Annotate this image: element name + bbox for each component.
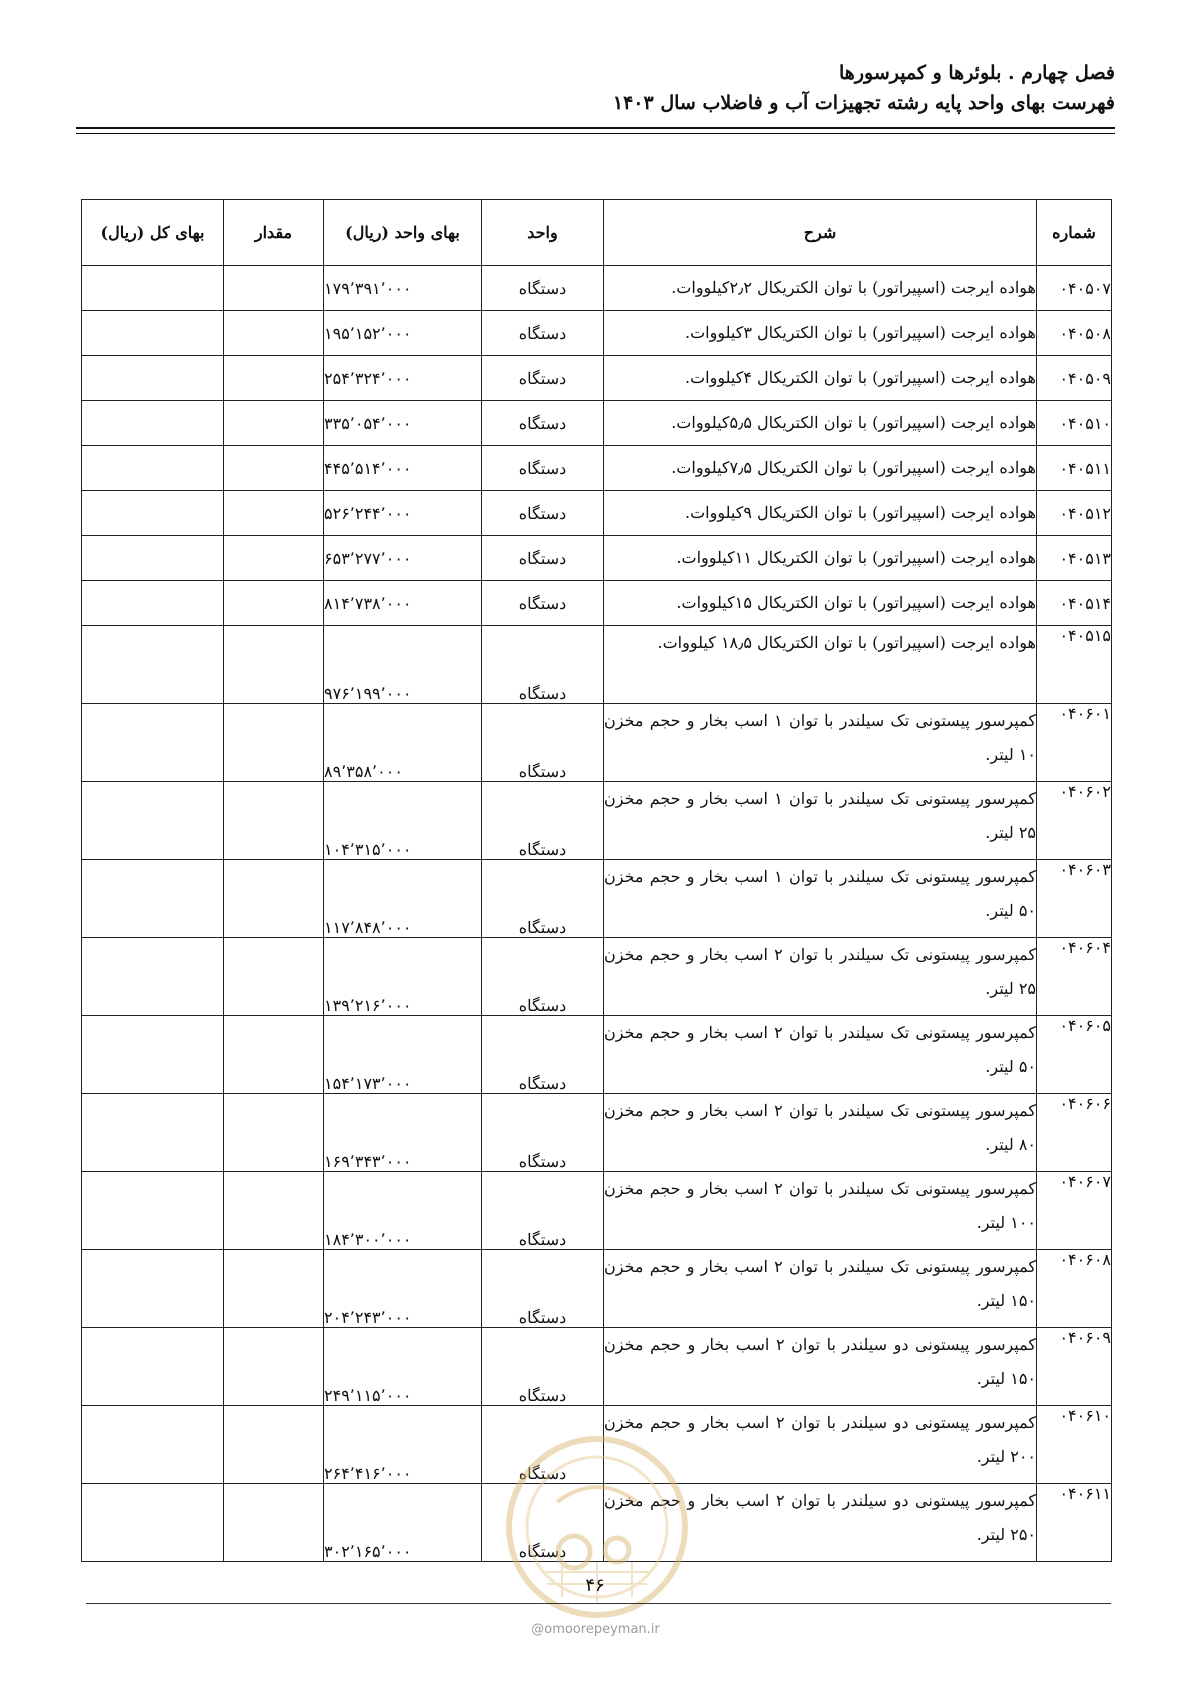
item-code: ۰۴۰۵۱۵: [1037, 626, 1112, 704]
item-quantity: [224, 1328, 324, 1406]
table-row: [82, 581, 1112, 626]
item-unit: دستگاه: [482, 704, 604, 782]
table-row: [82, 1328, 1112, 1406]
item-quantity: [224, 446, 324, 491]
header-total-price: بهای کل (ریال): [82, 200, 224, 266]
item-description: هواده ایرجت (اسپیراتور) با توان الکتریکال ۳کیلووات.: [604, 311, 1037, 356]
item-total-price: [82, 938, 224, 1016]
item-unit: دستگاه: [482, 356, 604, 401]
item-unit-price: ۶۵۳٬۲۷۷٬۰۰۰: [324, 536, 482, 581]
chapter-title: فصل چهارم . بلوئرها و کمپرسورها: [839, 62, 1115, 84]
item-quantity: [224, 782, 324, 860]
item-unit-price: ۲۰۴٬۲۴۳٬۰۰۰: [324, 1250, 482, 1328]
item-code: ۰۴۰۶۰۶: [1037, 1094, 1112, 1172]
table-row: [82, 446, 1112, 491]
item-total-price: [82, 581, 224, 626]
table-row: [82, 938, 1112, 1016]
item-unit-price: ۲۴۹٬۱۱۵٬۰۰۰: [324, 1328, 482, 1406]
item-total-price: [82, 1172, 224, 1250]
item-description: کمپرسور پیستونی تک سیلندر با توان ۲ اسب بخار و حجم مخزن ۱۰۰ لیتر.: [604, 1172, 1037, 1250]
table-header-row: [82, 200, 1112, 266]
item-total-price: [82, 491, 224, 536]
header-code: شماره: [1037, 200, 1112, 266]
item-unit: دستگاه: [482, 626, 604, 704]
item-description: هواده ایرجت (اسپیراتور) با توان الکتریکال ۷٫۵کیلووات.: [604, 446, 1037, 491]
item-description: هواده ایرجت (اسپیراتور) با توان الکتریکال ۲٫۲کیلووات.: [604, 266, 1037, 311]
item-quantity: [224, 704, 324, 782]
item-quantity: [224, 581, 324, 626]
item-code: ۰۴۰۵۱۴: [1037, 581, 1112, 626]
item-unit: دستگاه: [482, 401, 604, 446]
item-quantity: [224, 311, 324, 356]
item-description: کمپرسور پیستونی تک سیلندر با توان ۱ اسب بخار و حجم مخزن ۲۵ لیتر.: [604, 782, 1037, 860]
price-table: [81, 199, 1112, 1562]
table-row: [82, 536, 1112, 581]
table-row: [82, 860, 1112, 938]
item-unit: دستگاه: [482, 1328, 604, 1406]
table-row: [82, 626, 1112, 704]
header-rule-thin: [76, 133, 1115, 134]
item-code: ۰۴۰۵۰۷: [1037, 266, 1112, 311]
item-unit: دستگاه: [482, 581, 604, 626]
item-description: هواده ایرجت (اسپیراتور) با توان الکتریکال ۹کیلووات.: [604, 491, 1037, 536]
item-unit: دستگاه: [482, 491, 604, 536]
item-code: ۰۴۰۵۱۱: [1037, 446, 1112, 491]
item-quantity: [224, 401, 324, 446]
item-total-price: [82, 536, 224, 581]
item-description: هواده ایرجت (اسپیراتور) با توان الکتریکال ۱۱کیلووات.: [604, 536, 1037, 581]
item-unit: دستگاه: [482, 1484, 604, 1562]
item-code: ۰۴۰۶۱۰: [1037, 1406, 1112, 1484]
item-unit-price: ۸۱۴٬۷۳۸٬۰۰۰: [324, 581, 482, 626]
item-quantity: [224, 266, 324, 311]
header-description: شرح: [604, 200, 1037, 266]
item-quantity: [224, 1094, 324, 1172]
table-row: [82, 1094, 1112, 1172]
item-total-price: [82, 356, 224, 401]
item-unit: دستگاه: [482, 1250, 604, 1328]
item-total-price: [82, 860, 224, 938]
item-code: ۰۴۰۶۰۳: [1037, 860, 1112, 938]
item-description: کمپرسور پیستونی تک سیلندر با توان ۱ اسب بخار و حجم مخزن ۵۰ لیتر.: [604, 860, 1037, 938]
item-unit: دستگاه: [482, 1016, 604, 1094]
item-quantity: [224, 938, 324, 1016]
table-row: [82, 266, 1112, 311]
item-quantity: [224, 356, 324, 401]
item-unit-price: ۱۷۹٬۳۹۱٬۰۰۰: [324, 266, 482, 311]
item-unit-price: ۱۶۹٬۳۴۳٬۰۰۰: [324, 1094, 482, 1172]
header-unit: واحد: [482, 200, 604, 266]
item-total-price: [82, 704, 224, 782]
item-total-price: [82, 266, 224, 311]
item-unit-price: ۱۹۵٬۱۵۲٬۰۰۰: [324, 311, 482, 356]
item-total-price: [82, 311, 224, 356]
page-header: [76, 58, 1115, 118]
table-row: [82, 704, 1112, 782]
header-unit-price: بهای واحد (ریال): [324, 200, 482, 266]
item-unit-price: ۱۰۴٬۳۱۵٬۰۰۰: [324, 782, 482, 860]
item-quantity: [224, 1172, 324, 1250]
item-code: ۰۴۰۶۰۱: [1037, 704, 1112, 782]
table-row: [82, 782, 1112, 860]
item-unit-price: ۳۳۵٬۰۵۴٬۰۰۰: [324, 401, 482, 446]
table-row: [82, 356, 1112, 401]
item-quantity: [224, 626, 324, 704]
table-row: [82, 1016, 1112, 1094]
item-total-price: [82, 782, 224, 860]
item-description: کمپرسور پیستونی تک سیلندر با توان ۲ اسب بخار و حجم مخزن ۸۰ لیتر.: [604, 1094, 1037, 1172]
item-unit: دستگاه: [482, 860, 604, 938]
item-unit-price: ۱۸۴٬۳۰۰٬۰۰۰: [324, 1172, 482, 1250]
item-description: کمپرسور پیستونی تک سیلندر با توان ۲ اسب بخار و حجم مخزن ۱۵۰ لیتر.: [604, 1250, 1037, 1328]
item-unit-price: ۲۵۴٬۳۲۴٬۰۰۰: [324, 356, 482, 401]
table-row: [82, 311, 1112, 356]
item-description: کمپرسور پیستونی دو سیلندر با توان ۲ اسب بخار و حجم مخزن ۱۵۰ لیتر.: [604, 1328, 1037, 1406]
item-code: ۰۴۰۵۱۲: [1037, 491, 1112, 536]
item-unit-price: ۵۲۶٬۲۴۴٬۰۰۰: [324, 491, 482, 536]
item-unit-price: ۲۶۴٬۴۱۶٬۰۰۰: [324, 1406, 482, 1484]
item-quantity: [224, 536, 324, 581]
item-code: ۰۴۰۶۰۵: [1037, 1016, 1112, 1094]
item-quantity: [224, 1016, 324, 1094]
item-total-price: [82, 626, 224, 704]
table-row: [82, 1172, 1112, 1250]
item-total-price: [82, 1250, 224, 1328]
footer-rule: [86, 1603, 1111, 1604]
item-unit: دستگاه: [482, 266, 604, 311]
item-total-price: [82, 1484, 224, 1562]
item-unit-price: ۳۰۲٬۱۶۵٬۰۰۰: [324, 1484, 482, 1562]
item-total-price: [82, 1406, 224, 1484]
item-unit: دستگاه: [482, 1406, 604, 1484]
item-code: ۰۴۰۶۱۱: [1037, 1484, 1112, 1562]
item-unit-price: ۸۹٬۳۵۸٬۰۰۰: [324, 704, 482, 782]
item-total-price: [82, 1328, 224, 1406]
website-watermark: @omoorepeyman.ir: [531, 1622, 660, 1637]
table-row: [82, 401, 1112, 446]
item-unit: دستگاه: [482, 311, 604, 356]
item-quantity: [224, 491, 324, 536]
item-code: ۰۴۰۵۱۰: [1037, 401, 1112, 446]
item-description: کمپرسور پیستونی تک سیلندر با توان ۲ اسب بخار و حجم مخزن ۵۰ لیتر.: [604, 1016, 1037, 1094]
item-code: ۰۴۰۶۰۷: [1037, 1172, 1112, 1250]
item-quantity: [224, 860, 324, 938]
item-quantity: [224, 1250, 324, 1328]
price-list-title: فهرست بهای واحد پایه رشته تجهیزات آب و فاضلاب سال ۱۴۰۳: [612, 92, 1115, 114]
item-description: کمپرسور پیستونی تک سیلندر با توان ۲ اسب بخار و حجم مخزن ۲۵ لیتر.: [604, 938, 1037, 1016]
item-description: کمپرسور پیستونی تک سیلندر با توان ۱ اسب بخار و حجم مخزن ۱۰ لیتر.: [604, 704, 1037, 782]
item-unit-price: ۱۵۴٬۱۷۳٬۰۰۰: [324, 1016, 482, 1094]
item-unit-price: ۴۴۵٬۵۱۴٬۰۰۰: [324, 446, 482, 491]
item-unit: دستگاه: [482, 446, 604, 491]
header-quantity: مقدار: [224, 200, 324, 266]
item-quantity: [224, 1484, 324, 1562]
item-unit-price: ۹۷۶٬۱۹۹٬۰۰۰: [324, 626, 482, 704]
header-rule-thick: [76, 127, 1115, 129]
item-description: هواده ایرجت (اسپیراتور) با توان الکتریکال ۴کیلووات.: [604, 356, 1037, 401]
item-code: ۰۴۰۶۰۸: [1037, 1250, 1112, 1328]
item-total-price: [82, 401, 224, 446]
item-total-price: [82, 1094, 224, 1172]
item-description: هواده ایرجت (اسپیراتور) با توان الکتریکال ۵٫۵کیلووات.: [604, 401, 1037, 446]
item-unit: دستگاه: [482, 536, 604, 581]
item-unit-price: ۱۱۷٬۸۴۸٬۰۰۰: [324, 860, 482, 938]
item-description: کمپرسور پیستونی دو سیلندر با توان ۲ اسب بخار و حجم مخزن ۲۵۰ لیتر.: [604, 1484, 1037, 1562]
item-quantity: [224, 1406, 324, 1484]
item-unit: دستگاه: [482, 782, 604, 860]
item-description: کمپرسور پیستونی دو سیلندر با توان ۲ اسب بخار و حجم مخزن ۲۰۰ لیتر.: [604, 1406, 1037, 1484]
item-total-price: [82, 1016, 224, 1094]
item-code: ۰۴۰۶۰۹: [1037, 1328, 1112, 1406]
page-number: ۴۶: [585, 1575, 605, 1596]
item-code: ۰۴۰۵۰۸: [1037, 311, 1112, 356]
table-row: [82, 1250, 1112, 1328]
item-description: هواده ایرجت (اسپیراتور) با توان الکتریکال ۱۸٫۵ کیلووات.: [604, 626, 1037, 704]
item-unit-price: ۱۳۹٬۲۱۶٬۰۰۰: [324, 938, 482, 1016]
item-total-price: [82, 446, 224, 491]
item-code: ۰۴۰۵۰۹: [1037, 356, 1112, 401]
item-code: ۰۴۰۶۰۴: [1037, 938, 1112, 1016]
item-code: ۰۴۰۶۰۲: [1037, 782, 1112, 860]
table-row: [82, 491, 1112, 536]
item-unit: دستگاه: [482, 1172, 604, 1250]
item-unit: دستگاه: [482, 938, 604, 1016]
item-description: هواده ایرجت (اسپیراتور) با توان الکتریکال ۱۵کیلووات.: [604, 581, 1037, 626]
item-code: ۰۴۰۵۱۳: [1037, 536, 1112, 581]
item-unit: دستگاه: [482, 1094, 604, 1172]
